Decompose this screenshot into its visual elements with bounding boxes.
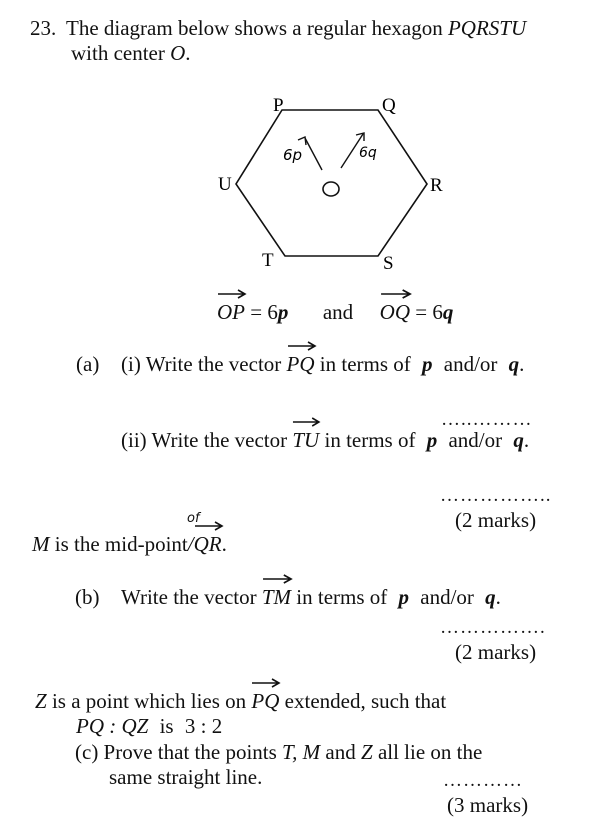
given-vectors [217, 300, 453, 324]
answer-line-c[interactable]: ………… [443, 770, 523, 791]
hexagon-name: PQRSTU [447, 16, 527, 40]
part-a-marks: (2 marks) [455, 508, 537, 532]
ratio-value: 3 : 2 [184, 714, 223, 738]
part-c-point-z: Z [361, 740, 373, 764]
var-q-3: q [485, 585, 496, 609]
var-p-3: p [398, 585, 410, 609]
question-text-1: The diagram below shows a regular hexagon [66, 16, 443, 40]
part-c-point-m: M [302, 740, 321, 764]
vertex-label-p: P [273, 95, 284, 116]
question-text-2: with center [71, 41, 165, 65]
m-definition [32, 532, 227, 556]
center-o-mark [323, 182, 339, 196]
var-p: p [422, 352, 433, 376]
vertex-label-r: R [430, 175, 443, 196]
part-a-ii-mid: in terms of [324, 428, 416, 452]
part-c-marks: (3 marks) [447, 793, 529, 817]
answer-line-a-ii[interactable]: …………….. [440, 485, 552, 506]
m-definition-text: is the mid-point [54, 532, 188, 556]
z-definition-text-1: is a point which lies on [51, 689, 247, 713]
part-c-line-1 [75, 740, 482, 764]
handwritten-of: of [187, 511, 200, 526]
ratio-is: is [159, 714, 174, 738]
vector-pq-2: PQ [251, 689, 279, 713]
and-or: and/or [443, 352, 498, 376]
vertex-label-q: Q [382, 95, 396, 116]
part-b-label: (b) [75, 585, 100, 609]
part-a-label: (a) [76, 352, 100, 376]
answer-line-b[interactable]: ……………. [440, 617, 546, 638]
point-z: Z [35, 689, 47, 713]
part-a-i [121, 352, 524, 376]
hexagon-outline [236, 110, 427, 256]
point-m: M [32, 532, 50, 556]
vector-pq: PQ [287, 352, 315, 376]
z-definition-line-1 [35, 689, 446, 713]
part-c-rest: all lie on the [377, 740, 483, 764]
vertex-label-t: T [262, 250, 274, 271]
part-c-point-t: T, [282, 740, 298, 764]
answer-line-a-i[interactable]: …..……… [441, 409, 533, 430]
vector-oq: OQ [380, 300, 410, 324]
part-b-mid: in terms of [296, 585, 388, 609]
part-a-i-text: (i) Write the vector [121, 352, 282, 376]
m-definition-end: . [221, 532, 227, 556]
vector-op: OP [217, 300, 245, 324]
oq-variable: q [442, 300, 454, 324]
var-q: q [508, 352, 520, 376]
var-p-2: p [426, 428, 438, 452]
z-ratio-line [76, 714, 222, 738]
oq-value: = 6 [415, 300, 443, 324]
part-a-i-end: . [519, 352, 525, 376]
part-b-text: Write the vector [121, 585, 257, 609]
part-a-ii-end: . [523, 428, 530, 452]
var-q-2: q [513, 428, 524, 452]
z-definition-text-2: extended, such that [284, 689, 447, 713]
and-word: and [322, 300, 354, 324]
op-value: = 6 [250, 300, 278, 324]
part-a-i-mid: in terms of [319, 352, 411, 376]
handwritten-6p: 6p [283, 146, 303, 164]
handwritten-6q: 6q [359, 145, 377, 161]
and-or-3: and/or [420, 585, 474, 609]
question-number: 23. [30, 16, 57, 40]
part-b-marks: (2 marks) [455, 640, 537, 664]
part-c-text: (c) Prove that the points [75, 740, 277, 764]
and-or-2: and/or [448, 428, 503, 452]
vector-qr: QR [194, 532, 222, 556]
part-a-ii-text: (ii) Write the vector [121, 428, 288, 452]
vertex-label-s: S [383, 253, 394, 274]
vector-tm: TM [262, 585, 291, 609]
ratio-lhs: PQ : QZ [76, 714, 149, 738]
part-a-ii [121, 428, 529, 452]
part-b-end: . [495, 585, 501, 609]
part-c-line-2: same straight line. [109, 765, 263, 789]
part-c-and: and [325, 740, 356, 764]
op-variable: p [277, 300, 289, 324]
insert-slash: / [187, 532, 194, 556]
vector-tu: TU [292, 428, 319, 452]
question-line-2-end: . [185, 41, 191, 65]
part-b [121, 585, 501, 609]
vertex-label-u: U [218, 174, 232, 195]
center-name: O [170, 41, 186, 65]
